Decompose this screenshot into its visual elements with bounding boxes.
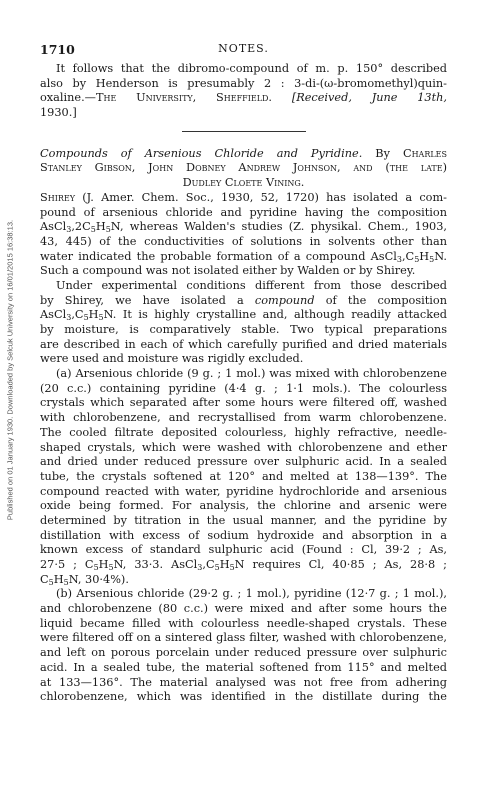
- text-fragment: N, 30·4%).: [68, 572, 129, 586]
- page-number: 1710: [40, 42, 75, 57]
- text-line: at 133—136°. The material analysed was not free from adhering: [40, 675, 447, 689]
- article-authors: Dudley Cloete Vining.: [182, 176, 305, 190]
- text-fragment: ,C: [202, 558, 215, 571]
- text-fragment: AsCl: [40, 308, 67, 322]
- text-fragment: N, 33·3. AsCl: [113, 558, 198, 571]
- text-line: tube, the crystals softened at 120° and melted at 138—139°. The: [40, 469, 447, 483]
- text-fragment: ,C: [71, 308, 84, 322]
- text-line: [40, 294, 447, 309]
- download-watermark-text: Published on 01 January 1930. Downloaded by Selcuk University on 16/01/2015 16:38:13.: [5, 219, 15, 521]
- subscript: 5: [414, 254, 420, 264]
- text-fragment: ,C: [401, 249, 415, 263]
- text-fragment: C: [40, 572, 49, 586]
- page-body: [40, 62, 447, 705]
- text-fragment: H: [98, 558, 109, 571]
- spacer: [40, 135, 447, 147]
- text-line: [40, 558, 447, 573]
- subscript: 3: [197, 563, 203, 572]
- download-watermark: [0, 70, 20, 670]
- text-line: distillation with excess of sodium hydroxide and absorption in a: [40, 528, 447, 542]
- text-line: [40, 220, 447, 235]
- page-header: [40, 42, 447, 56]
- text-line: It follows that the dibromo-compound of m. p. 150° described: [56, 62, 447, 75]
- text-line: were used and moisture was rigidly excluded.: [40, 352, 304, 366]
- subscript: 5: [93, 563, 99, 572]
- text-fragment: AsCl: [40, 220, 67, 234]
- text-line: oxide being formed. For analysis, the chlorine and arsenic were: [40, 499, 447, 513]
- text-fragment: N, whereas Walden's studies (Z. physikal. Chem., 1903,: [110, 220, 447, 234]
- text-line: acid. In a sealed tube, the material softened from 115° and melted: [40, 660, 447, 674]
- text-fragment: N.: [434, 249, 447, 263]
- text-fragment: water indicated the probable formation of a compound AsCl: [40, 249, 397, 263]
- text-fragment: N. It is highly crystalline and, although readily attacked: [103, 308, 447, 322]
- text-line: The cooled filtrate deposited colourless, highly refractive, needle-: [40, 425, 447, 439]
- text-line: (a) Arsenious chloride (9 g. ; 1 mol.) was mixed with chlorobenzene: [56, 367, 447, 381]
- subscript: 5: [108, 563, 114, 572]
- text-line: 1930.]: [40, 106, 77, 120]
- text-line: liquid became filled with colourless needle-shaped crystals. These: [40, 616, 447, 630]
- text-fragment: ,2C: [71, 220, 91, 234]
- text-fragment: by Shirey, we have isolated a: [40, 293, 244, 307]
- text-fragment: H: [53, 572, 64, 586]
- by-word: By: [375, 146, 390, 160]
- subscript: 5: [90, 225, 96, 235]
- text-line: by moisture, is comparatively stable. Two typical preparations: [40, 323, 447, 336]
- running-head: NOTES.: [218, 42, 269, 55]
- subscript: 5: [98, 313, 104, 323]
- text-fragment: (J. Amer. Chem. Soc., 1930, 52, 1720) has isolated a com-: [82, 190, 447, 204]
- subscript: 5: [429, 254, 435, 264]
- text-fragment: N requires Cl, 40·85 ; As, 28·8 ;: [234, 558, 447, 571]
- text-fragment: H: [88, 308, 99, 322]
- text-line: and chlorobenzene (80 c.c.) were mixed and after some hours the: [40, 602, 447, 616]
- author-name: Charles: [402, 146, 447, 160]
- text-line: 43, 445) of the conductivities of solutions in solvents other than: [40, 234, 447, 248]
- text-line: [40, 308, 447, 323]
- subscript: 3: [66, 225, 72, 235]
- text-fragment: of the composition: [325, 293, 447, 307]
- text-line: [40, 250, 447, 265]
- article-authors: Stanley Gibson, John Dobney Andrew Johnson, and (the late): [40, 161, 447, 175]
- subscript: 3: [396, 254, 402, 264]
- subscript: 3: [66, 313, 72, 323]
- text-line: known excess of standard sulphuric acid (Found : Cl, 39·2 ; As,: [40, 543, 447, 557]
- text-line: also by Henderson is presumably 2 : 3-di-(ω-bromomethyl)quin-: [40, 76, 447, 90]
- article-title-line: [40, 147, 447, 162]
- section-divider: [40, 121, 447, 135]
- affiliation: The University, Sheffield.: [95, 91, 273, 105]
- text-fragment: 27·5 ; C: [40, 558, 94, 571]
- text-line: chlorobenzene, which was identified in the distillate during the: [40, 690, 447, 704]
- text-line: (b) Arsenious chloride (29·2 g. ; 1 mol.), pyridine (12·7 g. ; 1 mol.),: [56, 587, 447, 601]
- text-line: determined by titration in the usual manner, and the pyridine by: [40, 513, 447, 527]
- text-fragment: H: [219, 558, 230, 571]
- subscript: 5: [229, 563, 235, 572]
- text-line: (20 c.c.) containing pyridine (4·4 g. ; 1·1 mols.). The colourless: [40, 381, 447, 395]
- subscript: 5: [48, 577, 54, 587]
- subscript: 5: [105, 225, 111, 235]
- text-line: were filtered off on a sintered glass filter, washed with chlorobenzene,: [40, 631, 447, 645]
- text-line: [40, 191, 447, 206]
- text-line: pound of arsenious chloride and pyridine having the composition: [40, 205, 447, 219]
- subscript: 5: [63, 577, 69, 587]
- text-line: are described in each of which carefully purified and dried materials: [40, 337, 447, 351]
- text-line: compound reacted with water, pyridine hydrochloride and arsenious: [40, 484, 447, 498]
- text-line: and dried under reduced pressure over sulphuric acid. In a sealed: [40, 455, 447, 469]
- subscript: 5: [83, 313, 89, 323]
- article-title: Compounds of Arsenious Chloride and Pyridine.: [40, 146, 363, 160]
- text-line: crystals which separated after some hours were filtered off, washed: [40, 396, 447, 410]
- text-line: [40, 91, 447, 106]
- text-line: Under experimental conditions different from those described: [56, 278, 447, 292]
- text-line: and left on porous porcelain under reduced pressure over sulphuric: [40, 646, 447, 660]
- text-line: Such a compound was not isolated either by Walden or by Shirey.: [40, 264, 416, 278]
- text-fragment: oxaline.—: [40, 91, 96, 105]
- subscript: 5: [214, 563, 220, 572]
- author-name: Shirey: [40, 190, 76, 204]
- text-fragment: H: [95, 220, 106, 234]
- text-line: [40, 573, 447, 588]
- emphasis: compound: [254, 293, 315, 307]
- received-date: [Received, June 13th,: [291, 91, 448, 105]
- text-fragment: H: [419, 249, 430, 263]
- text-line: shaped crystals, which were washed with chlorobenzene and ether: [40, 440, 447, 454]
- text-line: with chlorobenzene, and recrystallised from warm chlorobenzene.: [40, 411, 447, 425]
